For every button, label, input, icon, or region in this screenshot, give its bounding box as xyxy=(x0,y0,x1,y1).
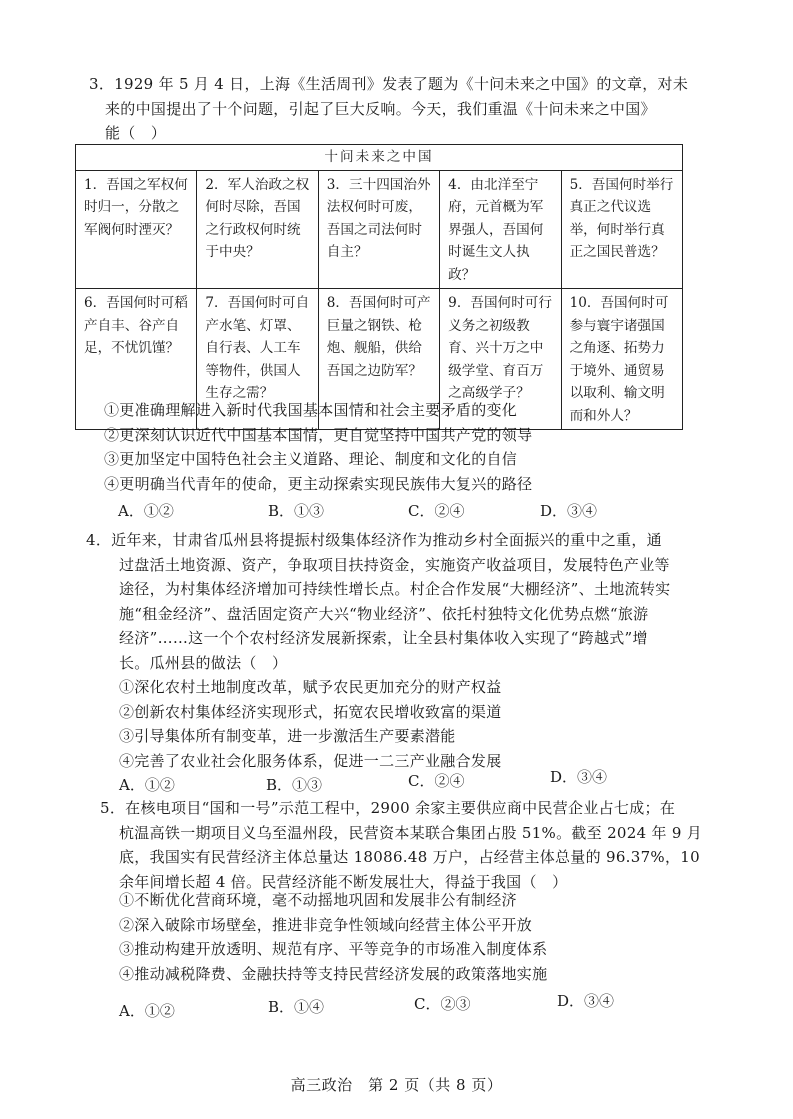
option-text: ③更加坚定中国特色社会主义道路、理论、制度和文化的自信 xyxy=(104,450,518,468)
table-cell: 1．吾国之军权何时归一，分散之军阀何时湮灭？ xyxy=(76,170,197,289)
question-3-line: 3．1929 年 5 月 4 日，上海《生活周刊》发表了题为《十问未来之中国》的文章，对未 xyxy=(89,75,689,93)
question-4-line: 经济”……这一个个农村经济发展新探索，让全县村集体收入实现了“跨越式”增 xyxy=(119,629,648,647)
choice-a: A．①② xyxy=(119,1002,175,1020)
option-text: ④更明确当代青年的使命，更主动探索实现民族伟大复兴的路径 xyxy=(104,474,533,493)
question-4-stem xyxy=(86,528,726,675)
question-3-options xyxy=(104,398,704,496)
question-5-line: 余年间增长超 4 倍。民营经济能不断发展壮大，得益于我国（ ） xyxy=(119,872,568,891)
table-cell: 4．由北洋至宁府，元首概为军界强人，吾国何时诞生文人执政？ xyxy=(440,170,561,289)
table-cell: 5．吾国何时举行真正之代议选举，何时举行真正之国民普选？ xyxy=(561,170,682,289)
choice-b: B．①④ xyxy=(268,998,325,1016)
option-text: ④完善了农业社会化服务体系，促进一二三产业融合发展 xyxy=(119,751,502,770)
question-3-stem xyxy=(75,72,715,146)
option-text: ②创新农村集体经济实现形式，拓宽农民增收致富的渠道 xyxy=(119,702,502,721)
question-4-line: 过盘活土地资源、资产，争取项目扶持资金，实施资产收益项目，发展特色产业等 xyxy=(119,555,670,574)
option-text: ④推动减税降费、金融扶持等支持民营经济发展的政策落地实施 xyxy=(119,964,548,983)
table-cell: 6．吾国何时可稻产自丰、谷产自足，不忧饥馑？ xyxy=(76,289,197,430)
choice-c: C．②④ xyxy=(408,772,465,790)
question-4-line: 4．近年来，甘肃省瓜州县将提振村级集体经济作为推动乡村全面振兴的重中之重，通 xyxy=(86,531,662,549)
choice-b: B．①③ xyxy=(268,502,325,520)
option-text: ①深化农村土地制度改革，赋予农民更加充分的财产权益 xyxy=(119,678,502,696)
choice-c: C．②④ xyxy=(408,502,465,520)
question-5-options xyxy=(119,888,719,986)
option-text: ①更准确理解进入新时代我国基本国情和社会主要矛盾的变化 xyxy=(104,401,518,419)
table-cell: 2．军人治政之权何时尽除，吾国之行政权何时统于中央？ xyxy=(197,170,318,289)
table-cell: 3．三十四国治外法权何时可废，吾国之司法何时自主？ xyxy=(318,170,439,289)
option-text: ②更深刻认识近代中国基本国情，更自觉坚持中国共产党的领导 xyxy=(104,425,533,444)
option-text: ③推动构建开放透明、规范有序、平等竞争的市场准入制度体系 xyxy=(119,940,548,958)
table-cell: 9．吾国何时可行义务之初级教育、兴十万之中级学堂、育百万之高级学子？ xyxy=(440,289,561,430)
choice-b: B．①③ xyxy=(266,776,323,794)
page-footer: 高三政治 第 2 页（共 8 页） xyxy=(290,1076,503,1094)
choice-a: A．①② xyxy=(118,502,174,520)
table-cell: 10．吾国何时可参与寰宇诸强国之角逐、拓势力于境外、通贸易以取利、输文明而和外人？ xyxy=(561,289,682,430)
choice-d: D．③④ xyxy=(540,502,598,520)
option-text: ①不断优化营商环境，毫不动摇地巩固和发展非公有制经济 xyxy=(119,891,517,909)
choice-d: D．③④ xyxy=(550,768,608,786)
table-cell: 7．吾国何时可自产水笔、灯罩、自行表、人工车等物件，供国人生存之需？ xyxy=(197,289,318,430)
choice-d: D．③④ xyxy=(557,992,615,1010)
option-text: ③引导集体所有制变革，进一步激活生产要素潜能 xyxy=(119,727,456,745)
question-4-line: 长。瓜州县的做法（ ） xyxy=(119,653,288,672)
question-4-options xyxy=(119,675,719,773)
question-4-line: 途径，为村集体经济增加可持续性增长点。村企合作发展“大棚经济”、土地流转实 xyxy=(119,580,671,598)
question-5-line: 底，我国实有民营经济主体总量达 18086.48 万户，占经营主体总量的 96.37%，10 xyxy=(119,848,700,866)
question-5-line: 杭温高铁一期项目义乌至温州段，民营资本某联合集团占股 51%。截至 2024 年 9 月 xyxy=(119,823,703,842)
question-4-line: 施“租金经济”、盘活固定资产大兴“物业经济”、依托村独特文化优势点燃“旅游 xyxy=(119,604,649,623)
choice-c: C．②③ xyxy=(414,995,471,1013)
question-5-line: 5．在核电项目“国和一号”示范工程中，2900 余家主要供应商中民营企业占七成；在 xyxy=(100,799,676,817)
table-title: 十问未来之中国 xyxy=(76,145,683,171)
choice-a: A．①② xyxy=(119,776,175,794)
question-5-stem xyxy=(86,796,726,894)
question-3-line: 能（ ） xyxy=(105,124,167,142)
option-text: ②深入破除市场壁垒，推进非竞争性领域向经营主体公平开放 xyxy=(119,915,533,934)
question-3-line: 来的中国提出了十个问题，引起了巨大反响。今天，我们重温《十问未来之中国》 xyxy=(105,99,656,118)
table-cell: 8．吾国何时可产巨量之钢铁、枪炮、舰船，供给吾国之边防军？ xyxy=(318,289,439,430)
ten-questions-table xyxy=(75,144,683,430)
